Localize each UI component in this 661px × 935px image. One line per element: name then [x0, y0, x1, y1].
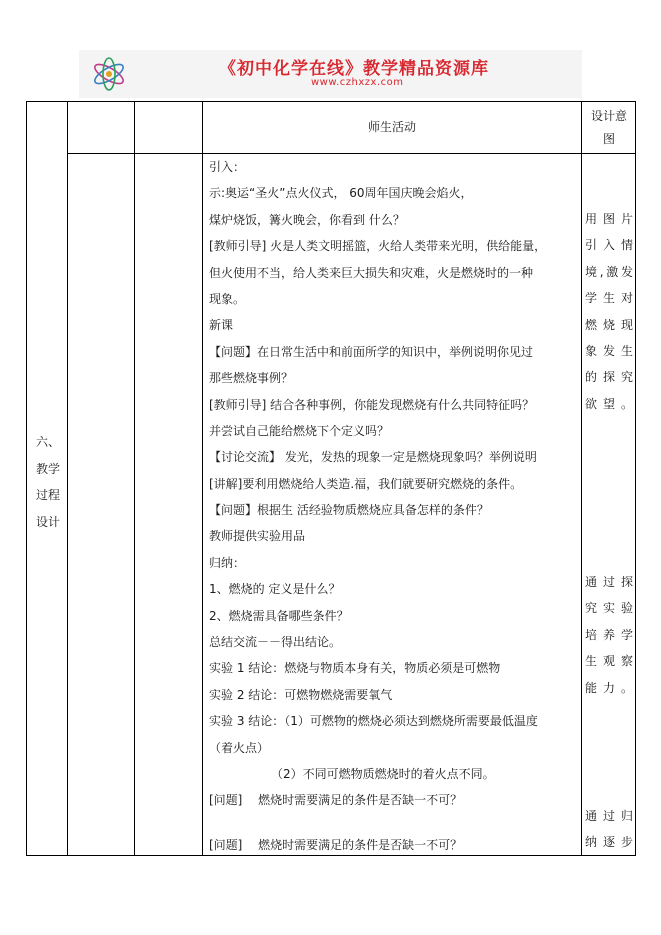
design-note-line: 境,激发 [585, 264, 633, 279]
design-note-line: 通过归 [585, 809, 633, 823]
design-note-line: 燃烧现 [585, 317, 633, 332]
section-label-line: 六、 [35, 435, 60, 449]
activity-line: [讲解]要利用燃烧给人类造.福，我们就要研究燃烧的条件。 [209, 476, 523, 491]
activity-line: 示:奥运“圣火”点火仪式， 60周年国庆晚会焰火， [209, 186, 473, 201]
design-note-line: 培养学 [585, 627, 633, 642]
header-activities: 师生活动 [367, 120, 416, 134]
section-label [30, 429, 66, 536]
table-divider [134, 102, 135, 855]
design-note-line: 的探究 [585, 370, 633, 385]
header-design-intent [582, 102, 636, 151]
table-divider [67, 102, 68, 855]
design-note-line: 欲望。 [585, 396, 633, 411]
design-note-line: 引入情 [585, 238, 633, 253]
section-label-line: 教学 [35, 461, 60, 476]
activity-line: 煤炉烧饭，篝火晚会，你看到 什么？ [209, 212, 405, 227]
design-note-line: 纳逐步 [585, 835, 633, 850]
activity-line: 归纳： [209, 555, 246, 570]
activity-line: [教师引导] 火是人类文明摇篮，火给人类带来光明，供给能量， [209, 239, 547, 254]
design-note-line: 学生对 [585, 291, 633, 306]
activity-line: 实验 2 结论：可燃物燃烧需要氧气 [209, 687, 393, 702]
section-label-line: 设计 [35, 515, 60, 530]
activity-line: 总结交流－－得出结论。 [209, 635, 342, 650]
banner-url: www.czhxzx.com [311, 77, 404, 88]
design-note-line: 能力。 [585, 680, 633, 695]
design-note [585, 803, 633, 856]
activity-line: 新课 [209, 318, 234, 333]
header-banner [79, 50, 582, 98]
atom-logo-icon [89, 54, 129, 94]
activity-line: 【问题】根据生 活经验物质燃烧应具备怎样的条件？ [209, 503, 489, 518]
design-note-line: 用图片 [585, 212, 633, 226]
activity-line: 实验 3 结论：（1）可燃物的燃烧必须达到燃烧所需要最低温度 [209, 714, 538, 729]
design-note [585, 206, 633, 417]
activity-line: 实验 1 结论：燃烧与物质本身有关，物质必须是可燃物 [209, 661, 501, 676]
activity-line: 教师提供实验用品 [209, 529, 306, 544]
design-note-line: 象发生 [585, 344, 633, 359]
design-note [585, 569, 633, 701]
lesson-table [26, 101, 636, 856]
activity-line: 并尝试自己能给燃烧下个定义吗？ [209, 423, 390, 438]
activity-line: 现象。 [209, 291, 246, 306]
activity-line: 【问题】在日常生活中和前面所学的知识中，举例说明你见过 [209, 344, 534, 359]
activity-line: 2、燃烧需具备哪些条件？ [209, 608, 349, 623]
activity-line: （着火点） [209, 740, 270, 755]
design-note-line: 通过探 [585, 575, 633, 589]
table-divider [202, 102, 203, 855]
question-line: [问题] 燃烧时需要满足的条件是否缺一不可？ [209, 793, 463, 808]
activity-line: 引入： [209, 160, 246, 174]
section-label-line: 过程 [35, 488, 60, 503]
activity-line: 但火使用不当，给人类来巨大损失和灾难，火是燃烧时的一种 [209, 265, 534, 280]
table-divider [581, 102, 582, 855]
design-note-line: 生观察 [585, 654, 633, 669]
activity-line: [教师引导] 结合各种事例，你能发现燃烧有什么共同特征吗？ [209, 397, 535, 412]
activities-column [209, 154, 581, 858]
header-design-line: 图 [602, 132, 615, 146]
activity-line-indented: （2）不同可燃物质燃烧时的着火点不同。 [271, 766, 495, 781]
activity-line: 【讨论交流】 发光，发热的现象一定是燃烧现象吗？举例说明 [209, 450, 537, 465]
banner-title: 《初中化学在线》教学精品资源库 [219, 59, 489, 79]
activity-line: 那些燃烧事例？ [209, 371, 294, 386]
question-line: [问题] 燃烧时需要满足的条件是否缺一不可？ [209, 837, 463, 852]
activity-line: 1、燃烧的 定义是什么？ [209, 582, 341, 597]
header-design-line: 设计意 [590, 109, 627, 123]
design-note-line: 究实验 [585, 601, 633, 616]
